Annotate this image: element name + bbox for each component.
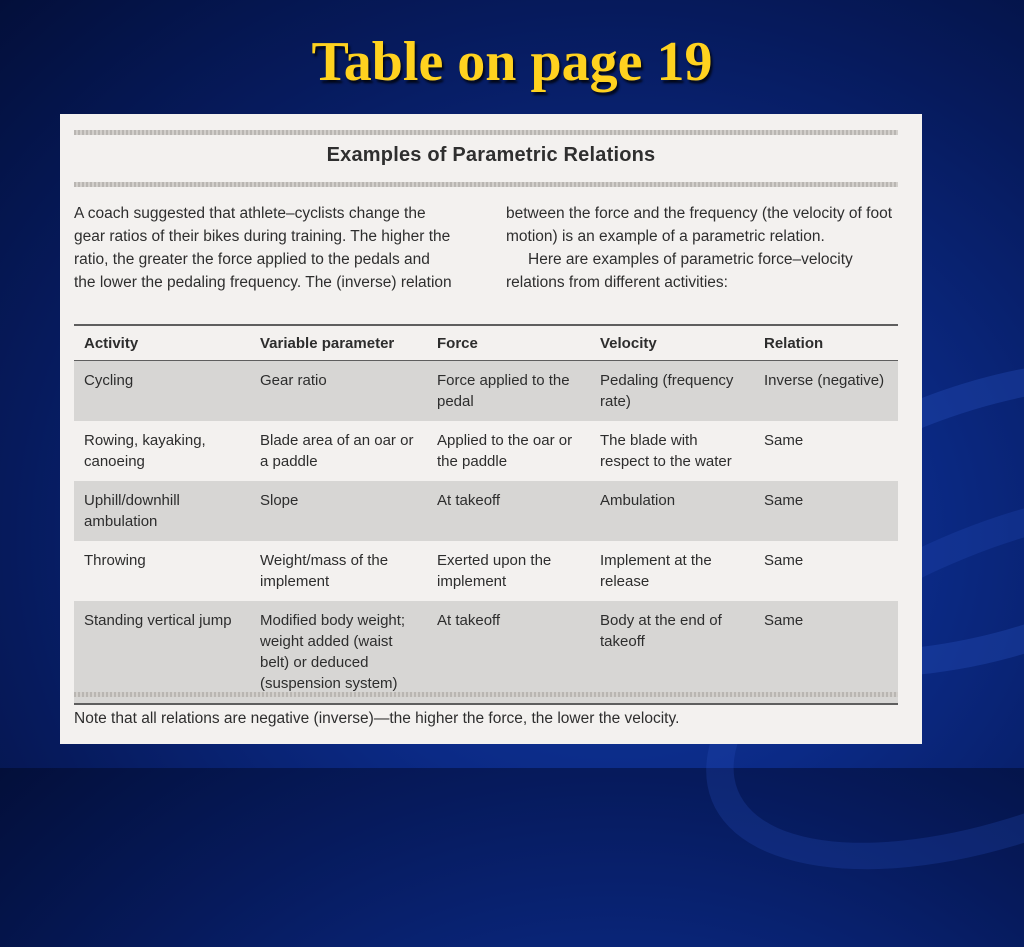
- column-header-activity: Activity: [84, 334, 139, 352]
- table-cell: Body at the end of takeoff: [600, 612, 722, 650]
- table-cell: The blade with respect to the water: [600, 432, 732, 470]
- table-cell: Same: [764, 552, 804, 569]
- table-cell: Pedaling (frequency rate): [600, 372, 734, 410]
- heading-rule: [74, 182, 898, 187]
- table-cell: Ambulation: [600, 492, 676, 509]
- column-header-velocity: Velocity: [600, 334, 657, 352]
- table-cell: Throwing: [84, 552, 146, 569]
- paragraph-line: ratio, the greater the force applied to the pedals and: [74, 251, 430, 268]
- table-cell: Implement at the release: [600, 552, 712, 590]
- table-cell: Weight/mass of the implement: [260, 552, 389, 590]
- footnote: Note that all relations are negative (inverse)—the higher the force, the lower the velocity.: [74, 710, 680, 727]
- page-heading: Examples of Parametric Relations: [326, 144, 656, 166]
- table-cell: Modified body weight; weight added (waist belt) or deduced (suspension system): [260, 612, 406, 692]
- paragraph-line: Here are examples of parametric force–velocity: [528, 251, 853, 268]
- paragraph-line: motion) is an example of a parametric relation.: [506, 228, 825, 245]
- intro-paragraph-left: [74, 202, 466, 294]
- parametric-relations-table: [74, 324, 898, 705]
- table-cell: Same: [764, 432, 804, 449]
- top-rule: [74, 130, 898, 135]
- table-cell: Same: [764, 492, 804, 509]
- column-header-variable-parameter: Variable parameter: [260, 334, 395, 352]
- table-cell: Standing vertical jump: [84, 612, 232, 629]
- table-row: [74, 601, 898, 704]
- bottom-rule: [74, 692, 898, 697]
- paragraph-line: gear ratios of their bikes during training. The higher the: [74, 228, 451, 245]
- table-cell: Same: [764, 612, 804, 629]
- table-cell: Exerted upon the implement: [437, 552, 552, 590]
- table-cell: Applied to the oar or the paddle: [437, 432, 573, 470]
- table-row: [74, 481, 898, 541]
- table-cell: Gear ratio: [260, 372, 327, 389]
- slide-title: Table on page 19: [311, 31, 713, 93]
- table-row: [74, 541, 898, 601]
- table-cell: At takeoff: [437, 492, 501, 509]
- table-cell: Inverse (negative): [764, 372, 885, 389]
- scanned-page-image: [60, 114, 922, 744]
- table-cell: Rowing, kayaking, canoeing: [84, 432, 206, 470]
- table-cell: Uphill/downhill ambulation: [84, 492, 180, 530]
- column-header-relation: Relation: [764, 334, 824, 352]
- table-row: [74, 421, 898, 481]
- table-cell: Blade area of an oar or a paddle: [260, 432, 414, 470]
- table-row: [74, 361, 898, 422]
- intro-paragraph-right: [506, 202, 898, 294]
- paragraph-line: the lower the pedaling frequency. The (inverse) relation: [74, 274, 452, 291]
- column-header-force: Force: [437, 334, 478, 352]
- table-cell: Slope: [260, 492, 299, 509]
- table-cell: Cycling: [84, 372, 134, 389]
- table-header-row: [74, 325, 898, 361]
- table-cell: At takeoff: [437, 612, 501, 629]
- paragraph-line: between the force and the frequency (the velocity of foot: [506, 205, 893, 222]
- paragraph-line: A coach suggested that athlete–cyclists change the: [74, 205, 426, 222]
- table-cell: Force applied to the pedal: [437, 372, 570, 410]
- paragraph-line: relations from different activities:: [506, 274, 728, 291]
